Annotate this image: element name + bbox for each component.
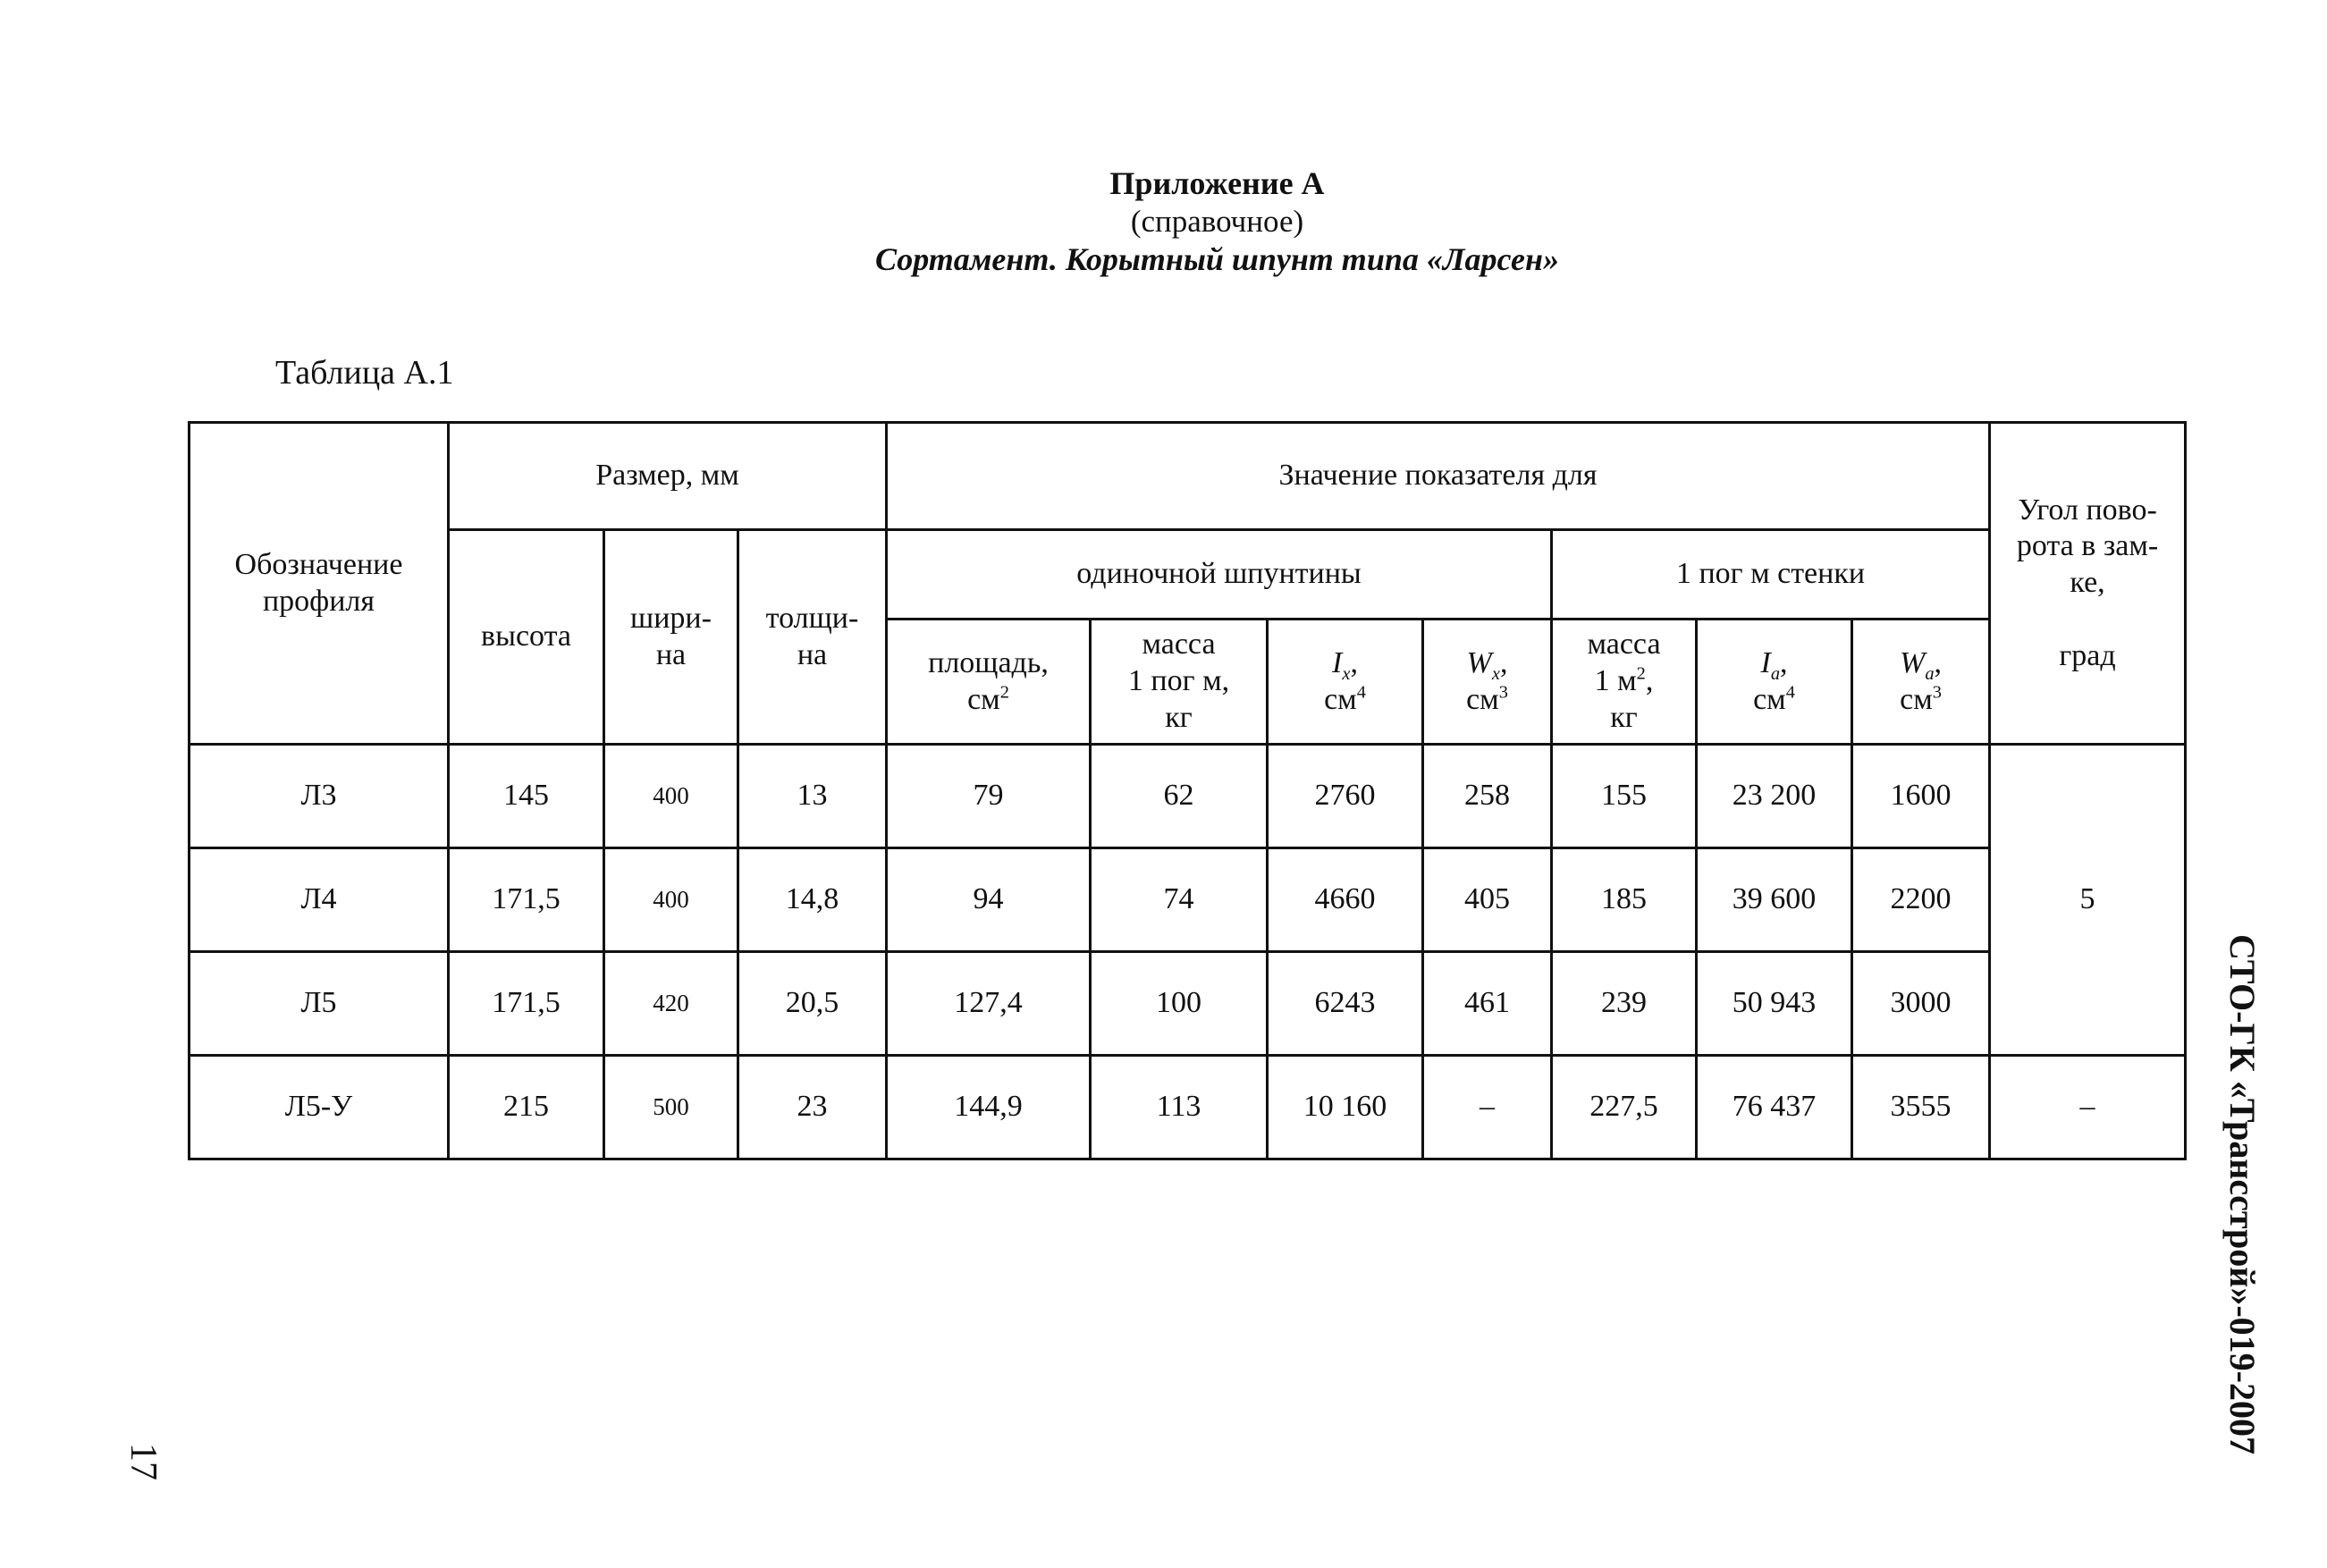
cell-ia: 76 437 bbox=[1697, 1056, 1852, 1159]
cell-thickness: 13 bbox=[738, 745, 887, 848]
header-wall-group: 1 пог м стенки bbox=[1552, 530, 1990, 620]
cell-ix: 10 160 bbox=[1268, 1056, 1423, 1159]
cell-thickness: 14,8 bbox=[738, 848, 887, 952]
page-number: 17 bbox=[122, 1443, 164, 1480]
cell-ia: 39 600 bbox=[1697, 848, 1852, 952]
cell-wall-mass: 155 bbox=[1552, 745, 1697, 848]
cell-width: 420 bbox=[604, 952, 738, 1056]
cell-profile: Л5 bbox=[190, 952, 449, 1056]
header-row-1 bbox=[190, 423, 2186, 530]
sortament-table bbox=[188, 421, 2187, 1160]
header-height: высота bbox=[449, 530, 604, 745]
appendix-note: (справочное) bbox=[1130, 204, 1304, 239]
header-wx: $W_x$, $см^3$ bbox=[1423, 620, 1552, 745]
cell-ia: 50 943 bbox=[1697, 952, 1852, 1056]
cell-wall-mass: 227,5 bbox=[1552, 1056, 1697, 1159]
document-code-vertical: СТО-ГК «Трансстрой»-019-2007 bbox=[2222, 934, 2263, 1454]
header-value-group: Значение показателя для bbox=[887, 423, 1990, 530]
cell-mass: 100 bbox=[1091, 952, 1268, 1056]
cell-width: 400 bbox=[604, 848, 738, 952]
header-single-group: одиночной шпунтины bbox=[887, 530, 1552, 620]
header-row-2 bbox=[190, 530, 2186, 620]
cell-width: 500 bbox=[604, 1056, 738, 1159]
cell-profile: Л3 bbox=[190, 745, 449, 848]
cell-mass: 62 bbox=[1091, 745, 1268, 848]
cell-wa: 1600 bbox=[1852, 745, 1990, 848]
cell-area: 144,9 bbox=[887, 1056, 1091, 1159]
cell-wa: 2200 bbox=[1852, 848, 1990, 952]
cell-wall-mass: 239 bbox=[1552, 952, 1697, 1056]
cell-angle-last: – bbox=[1990, 1056, 2186, 1159]
table-row bbox=[190, 952, 2186, 1056]
cell-thickness: 23 bbox=[738, 1056, 887, 1159]
cell-wx: 258 bbox=[1423, 745, 1552, 848]
header-size-group: Размер, мм bbox=[449, 423, 887, 530]
cell-ix: 4660 bbox=[1268, 848, 1423, 952]
cell-area: 79 bbox=[887, 745, 1091, 848]
cell-area: 127,4 bbox=[887, 952, 1091, 1056]
cell-wa: 3000 bbox=[1852, 952, 1990, 1056]
header-angle: Угол пово- рота в зам- ке, град bbox=[1990, 423, 2186, 745]
cell-wx: 405 bbox=[1423, 848, 1552, 952]
cell-height: 171,5 bbox=[449, 952, 604, 1056]
cell-profile: Л5-У bbox=[190, 1056, 449, 1159]
header-profile: Обозначение профиля bbox=[190, 423, 449, 745]
table-row bbox=[190, 1056, 2186, 1159]
cell-wa: 3555 bbox=[1852, 1056, 1990, 1159]
header-wa: $W_a$, $см^3$ bbox=[1852, 620, 1990, 745]
header-ix: $I_x$, $см^4$ bbox=[1268, 620, 1423, 745]
header-wall-mass: масса 1 $м^2$, кг bbox=[1552, 620, 1697, 745]
table-caption: Таблица А.1 bbox=[275, 354, 454, 392]
header-width: шири- на bbox=[604, 530, 738, 745]
cell-angle-shared: 5 bbox=[1990, 745, 2186, 1056]
header-area: площадь, $см^2$ bbox=[887, 620, 1091, 745]
cell-profile: Л4 bbox=[190, 848, 449, 952]
cell-wx: – bbox=[1423, 1056, 1552, 1159]
header-ia: $I_a$, $см^4$ bbox=[1697, 620, 1852, 745]
header-thickness: толщи- на bbox=[738, 530, 887, 745]
cell-height: 171,5 bbox=[449, 848, 604, 952]
cell-ix: 6243 bbox=[1268, 952, 1423, 1056]
table-row bbox=[190, 745, 2186, 848]
cell-wall-mass: 185 bbox=[1552, 848, 1697, 952]
cell-height: 145 bbox=[449, 745, 604, 848]
cell-width: 400 bbox=[604, 745, 738, 848]
appendix-title: Приложение А bbox=[1109, 165, 1325, 201]
header-mass: масса 1 пог м, кг bbox=[1091, 620, 1268, 745]
cell-mass: 113 bbox=[1091, 1056, 1268, 1159]
cell-mass: 74 bbox=[1091, 848, 1268, 952]
table-row bbox=[190, 848, 2186, 952]
cell-wx: 461 bbox=[1423, 952, 1552, 1056]
cell-area: 94 bbox=[887, 848, 1091, 952]
document-title: Сортамент. Корытный шпунт типа «Ларсен» bbox=[874, 241, 1560, 277]
cell-ix: 2760 bbox=[1268, 745, 1423, 848]
cell-height: 215 bbox=[449, 1056, 604, 1159]
cell-ia: 23 200 bbox=[1697, 745, 1852, 848]
cell-thickness: 20,5 bbox=[738, 952, 887, 1056]
